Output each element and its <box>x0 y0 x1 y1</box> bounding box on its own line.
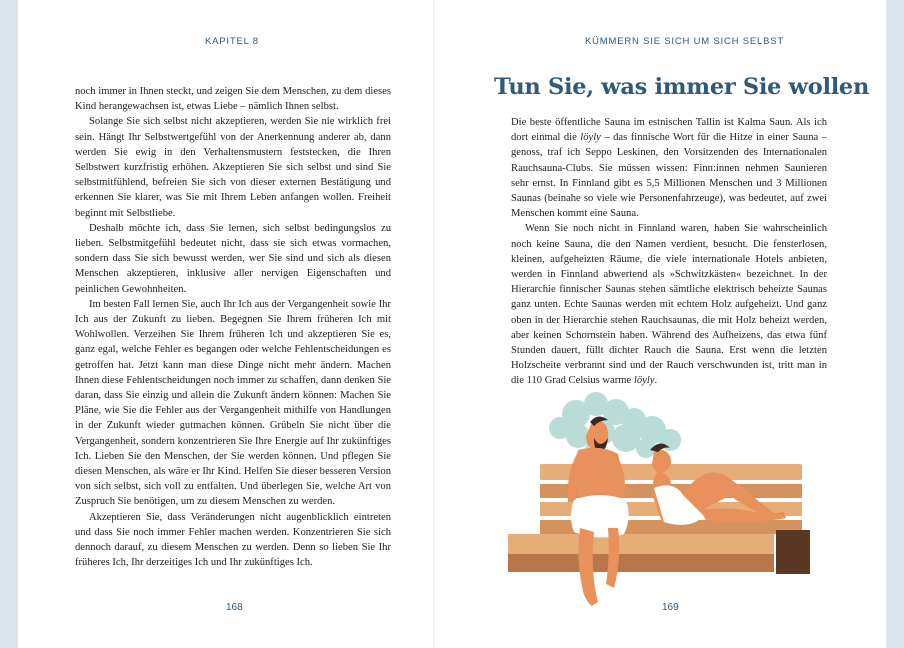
left-paragraph-3: Deshalb möchte ich, dass Sie lernen, sich selbst bedingungslos zu lieben. Selbstmitgefühl bedeutet nicht, dass sie sich etwas vormachen, sondern dass Sie sich bewusst werden, wer Sie sind und sich als diesen Menschen akzeptieren, inklusive aller nervigen Eigenschaften und peinlichen Gewohnheiten. <box>75 222 391 295</box>
left-running-head: KAPITEL 8 <box>205 36 259 47</box>
left-paragraph-4: Im besten Fall lernen Sie, auch Ihr Ich aus der Vergangenheit sowie Ihr Ich aus der Zukunft zu lieben. Begegnen Sie Ihrem früheren Ich mit Wohlwollen. Verzeihen Sie Ihrem früheren Ich und akzeptieren Sie es, ganz egal, welche Fehler es begangen oder welche Fehlentscheidungen es getroffen hat. Jetzt kann man diese Dinge nicht mehr ändern. Machen Ihnen diese Fehlentscheidungen noch immer zu schaffen, dann denken Sie daran, dass Sie einzig und allein die Zukunft ändern können: Machen Sie Pläne, wie Sie die Fehler aus der Vergangenheit mithilfe von Handlungen in der Zukunft wieder gutmachen können. Grübeln Sie nicht über die Vergangenheit, sondern konzentrieren Sie Ihre Energie auf Ihr zukünftiges Ich. Lieben Sie den Menschen, der Sie werden können. Und pflegen Sie diesen Menschen, als wäre er Ihr Kind. Helfen Sie dieser besseren Version von sich selbst, sich voll zu entfalten. Und überlegen Sie, welche Art von Zuspruch Sie benötigen, um zu diesem Menschen zu werden. <box>75 298 391 508</box>
sauna-stove <box>776 530 810 574</box>
left-page-text <box>75 84 391 571</box>
sauna-couple-illustration <box>504 392 814 610</box>
left-page-number: 168 <box>226 602 243 613</box>
right-page-text <box>511 115 827 389</box>
right-paragraph-1-emphasis: löyly <box>580 132 601 144</box>
right-page-number: 169 <box>662 602 679 613</box>
left-paragraph-2: Solange Sie sich selbst nicht akzeptieren, werden Sie nie wirklich frei sein. Hängt Ihr Selbstwertgefühl von der Anerkennung anderer ab, dann werden Sie ewig in den Verhaltensmustern feststecken, die Ihren Selbstwert kurzfristig erhöhen. Akzeptieren Sie sich selbst und sind Sie selbstmitfühlend, befreien Sie sich von dieser externen Bestätigung und erkennen Sie klarer, was Sie mit Ihrem Leben anfangen wollen. Freiheit beginnt mit Selbstliebe. <box>75 116 391 219</box>
left-paragraph-5: Akzeptieren Sie, dass Veränderungen nicht augenblicklich eintreten und dass Sie noch immer Fehler machen werden. Konzentrieren Sie sich dennoch darauf, zu diesem Menschen zu werden. Denn so lieben Sie Ihr früheres Ich, Ihr derzeitiges Ich und Ihr zukünftiges Ich. <box>75 511 391 569</box>
right-paragraph-1 <box>511 115 827 221</box>
right-paragraph-2-part-a: Wenn Sie noch nicht in Finnland waren, haben Sie wahrscheinlich noch keine Sauna, die den Namen verdient, besucht. Die fensterlosen, kleinen, aufgeheizten Räume, die viele internationale Hotels anbieten, werden in Finnland abwertend als »Schwitzkästen« bezeichnet. In der Hierarchie finnischer Saunas stehen sämtliche elektrisch beheizte Saunas ganz unten. Echte Saunas werden mit echtem Holz aufgeheizt. Und ganz oben in der Hierarchie stehen Rauchsaunas, die mit Holz beheizt werden, aber keinen Schornstein haben. Während des Aufheizens, das etwa fünf Stunden dauert, füllt dichter Rauch die Sauna. Erst wenn die letzten Holzscheite verbrannt sind und der Rauch verschwunden ist, tritt man in die 110 Grad Celsius warme <box>511 223 827 387</box>
right-paragraph-2 <box>511 221 827 388</box>
right-paragraph-1-part-a: Die beste öffentliche Sauna im estnischen Tallin ist Kalma Saun. Als ich dort einmal die <box>511 117 827 144</box>
book-gutter <box>433 0 435 648</box>
right-paragraph-2-emphasis: löyly <box>633 375 655 387</box>
section-title: Tun Sie, was immer Sie wollen <box>494 74 870 100</box>
left-paragraph-1: noch immer in Ihnen steckt, und zeigen Sie dem Menschen, zu dem dieses Kind herangewachsen ist, etwas Liebe – nämlich Ihnen selbst. <box>75 86 391 113</box>
right-paragraph-2-part-b: . <box>654 375 658 387</box>
right-paragraph-1-part-b: – das finnische Wort für die Hitze in einer Sauna – genoss, traf ich Seppo Leskinen, den Vorsitzenden des Internationalen Rauchsauna-Clubs. Sie müssen wissen: Finn:innen nehmen Saunieren sehr ernst. In Finnland gibt es 5,5 Millionen Menschen und 3 Millionen Saunas (beinahe so viele wie Personenfahrzeuge), was bedeutet, auf zwei Menschen kommt eine Sauna. <box>511 132 827 220</box>
right-running-head: KÜMMERN SIE SICH UM SICH SELBST <box>585 36 784 47</box>
